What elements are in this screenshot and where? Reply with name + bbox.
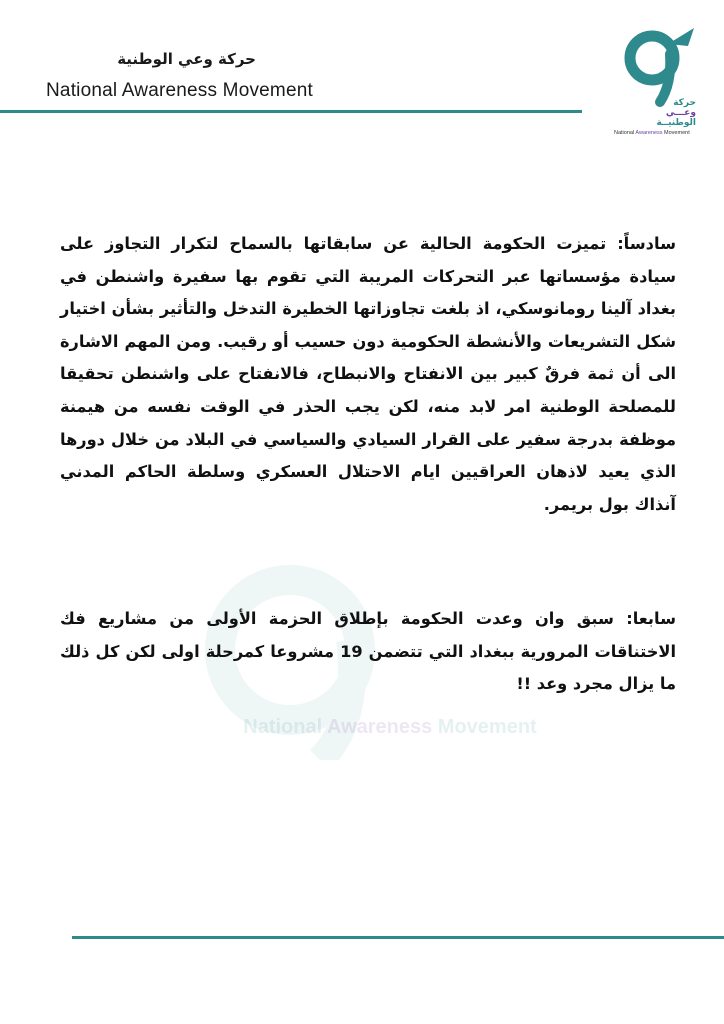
watermark-accent: Awareness xyxy=(326,716,433,738)
footer-divider xyxy=(72,936,724,939)
header-divider xyxy=(0,110,582,113)
watermark-english xyxy=(200,716,580,739)
logo-text-line1: حركة xyxy=(673,98,696,108)
org-name-arabic: حركة وعي الوطنية xyxy=(117,50,256,68)
logo-text-line2: وعـــي xyxy=(665,108,696,118)
org-name-english: National Awareness Movement xyxy=(46,80,313,101)
watermark-part1: National xyxy=(243,716,327,738)
paragraph-sixth: سادساً: تميزت الحكومة الحالية عن سابقاتها بالسماح لتكرار التجاوز على سيادة مؤسساتها عبر التحركات المريبة التي تقوم بها سفيرة واشنطن في بغداد آلينا رومانوسكي، اذ بلغت تجاوزاتها الخطيرة التدخل والتأثير بشأن اختيار شكل التشريعات والأنشطة الحكومية دون حسيب أو رقيب. ومن المهم الاشارة الى أن ثمة فرقٌ كبير بين الانفتاح والانبطاح، فالانفتاح على واشنطن تحقيقا للمصلحة الوطنية امر لابد منه، لكن يجب الحذر في الوقت نفسه من هيمنة موظفة بدرجة سفير على القرار السيادي والسياسي في البلاد من خلال دورها الذي يعيد لاذهان العراقيين ايام الاحتلال العسكري وسلطة الحاكم المدني آنذاك بول بريمر. xyxy=(60,234,676,514)
logo-text-line3: الوطنيــة xyxy=(656,118,696,128)
paragraph-seventh: سابعا: سبق وان وعدت الحكومة بإطلاق الحزمة الأولى من مشاريع فك الاختناقات المرورية ببغداد التي تتضمن 19 مشروعا كمرحلة اولى لكن كل ذلك ما يزال مجرد وعد !! xyxy=(60,609,676,694)
logo-caption-accent: Awareness xyxy=(635,130,663,136)
logo-caption-part1: National xyxy=(614,130,636,136)
logo-caption-part2: Movement xyxy=(662,130,690,136)
logo-english-caption xyxy=(614,130,704,136)
watermark-part2: Movement xyxy=(432,716,537,738)
